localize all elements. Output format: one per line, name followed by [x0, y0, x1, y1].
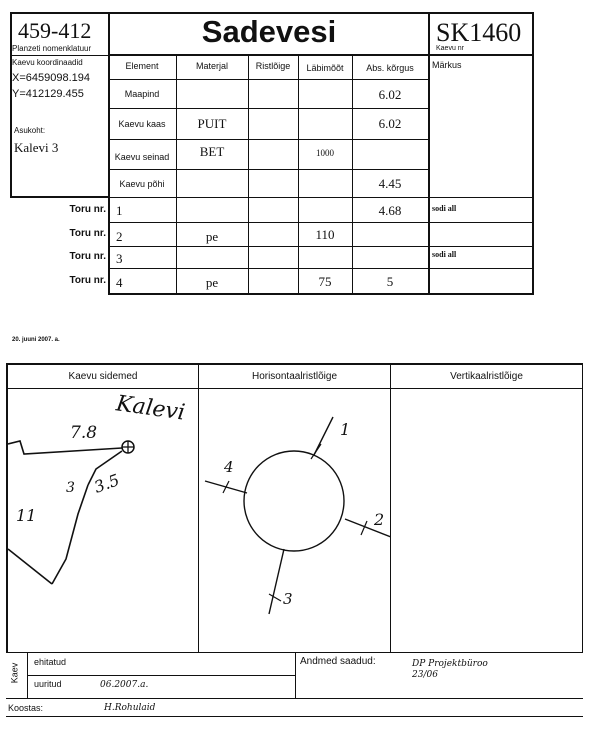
toru-nr: 1: [116, 203, 123, 218]
pipe-label-1: 1: [340, 420, 351, 439]
page-title: Sadevesi: [201, 14, 337, 49]
toru-korgus: 5: [386, 274, 394, 289]
pipe-label-4: 4: [224, 458, 234, 476]
toru-markus: sodi all: [432, 250, 457, 259]
number-11-label: 11: [16, 506, 37, 525]
toru-materjal: pe: [205, 229, 219, 244]
row-materjal: PUIT: [197, 116, 227, 131]
toru-markus: sodi all: [432, 204, 457, 213]
col-ristloige: Ristlõige: [255, 61, 291, 71]
col-labimoot: Läbimõõt: [306, 63, 344, 73]
header-horisontaal: Horisontaalristlõige: [251, 370, 338, 382]
built-label: ehitatud: [34, 657, 67, 667]
col-materjal: Materjal: [195, 61, 228, 71]
row-element: Kaevu kaas: [118, 119, 166, 129]
compiled-value: H.Rohulaid: [104, 703, 156, 713]
row-element: Kaevu põhi: [119, 178, 165, 189]
well-number-label: Kaevu nr: [436, 45, 465, 52]
row-labimoot: 1000: [316, 148, 334, 158]
horizontal-section-sketch: [199, 389, 390, 653]
toru-nr: 4: [116, 275, 123, 290]
col-korgus: Abs. kõrgus: [366, 63, 414, 73]
site-value: Kalevi 3: [14, 140, 59, 155]
col-markus: Märkus: [432, 60, 462, 70]
row-materjal: BET: [199, 144, 225, 159]
data-value-2: 23/06: [412, 670, 438, 680]
header-vertikaal: Vertikaalristlõige: [450, 370, 523, 382]
row-element: Kaevu seinad: [114, 152, 170, 162]
surveyed-label: uuritud: [34, 679, 62, 689]
toru-nr: 2: [116, 229, 123, 244]
coord-y: Y=412129.455: [12, 88, 84, 100]
row-korgus: 6.02: [378, 87, 402, 102]
toru-label: Toru nr.: [69, 228, 106, 239]
distance-2: 3.5: [91, 470, 122, 497]
header-kaevu-sidemed: Kaevu sidemed: [68, 370, 138, 382]
nomenclature-value: 459-412: [18, 18, 92, 43]
pipe-label-3: 3: [283, 590, 293, 608]
data-value-1: DP Projektbüroo: [412, 659, 488, 669]
street-handwriting: Kalevi: [114, 391, 187, 426]
row-korgus: 4.45: [378, 176, 402, 191]
row-element: Maapind: [124, 89, 160, 99]
col-element: Element: [125, 61, 159, 71]
pipe-label-2: 2: [374, 510, 385, 529]
coords-label: Kaevu koordinaadid: [12, 58, 83, 67]
toru-label: Toru nr.: [69, 251, 106, 262]
well-number: SK1460: [436, 18, 522, 47]
nomenclature-label: Planzeti nomenklatuur: [12, 44, 92, 53]
toru-label: Toru nr.: [69, 275, 106, 286]
surveyed-value: 06.2007.a.: [100, 680, 149, 690]
site-label: Asukoht:: [14, 126, 46, 135]
number-3-label: 3: [66, 480, 75, 496]
coord-x: X=6459098.194: [12, 72, 90, 84]
toru-labimoot: 110: [315, 227, 335, 242]
distance-1: 7.8: [70, 423, 98, 443]
connections-sketch: [8, 389, 198, 653]
date-text: 20. juuni 2007. a.: [12, 337, 60, 343]
toru-materjal: pe: [205, 275, 219, 290]
toru-labimoot: 75: [318, 274, 332, 289]
toru-korgus: 4.68: [378, 203, 402, 218]
toru-label: Toru nr.: [69, 204, 106, 215]
data-label: Andmed saadud:: [300, 656, 376, 667]
row-korgus: 6.02: [378, 116, 402, 131]
footer-side-label: Kaev: [9, 662, 20, 684]
compiled-label: Koostas:: [8, 703, 44, 713]
toru-nr: 3: [116, 251, 123, 266]
